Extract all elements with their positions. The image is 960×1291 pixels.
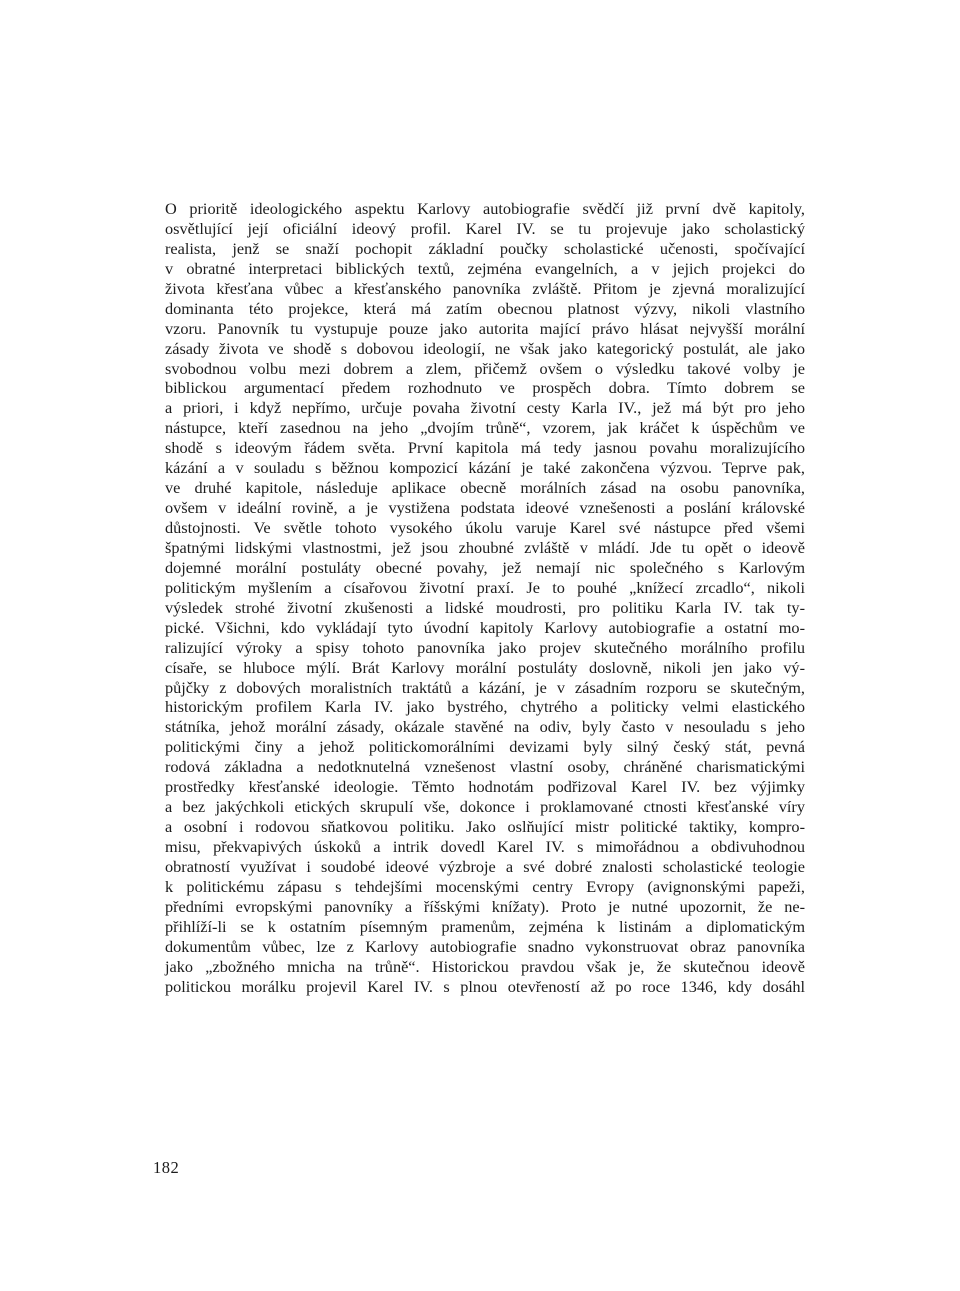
- text-line: a bez jakýchkoli etických skrupulí vše, dokonce i proklamované ctnosti křesťanské víry: [165, 797, 805, 817]
- text-line: přihlíží-li se k ostatním písemným pramenům, zejména k listinám a diplomatickým: [165, 916, 805, 936]
- text-line: státníka, jehož morální zásady, okázale stavěné na odiv, byly často v nesouladu s jeho: [165, 717, 805, 737]
- text-line: jako „zbožného mnicha na trůně“. Historickou pravdou však je, že skutečnou ideově: [165, 956, 805, 976]
- text-line: a priori, i když nepřímo, určuje povaha životní cesty Karla IV., jež má být pro jeho: [165, 398, 805, 418]
- text-line: misu, překvapivých úskoků a intrik dovedl Karel IV. s mimořádnou a obdivuhodnou: [165, 837, 805, 856]
- text-line: pické. Všichni, kdo vykládají tyto úvodní kapitoly Karlovy autobiografie a ostatní mo-: [165, 617, 805, 637]
- text-line: špatnými lidskými vlastnostmi, jež jsou zhoubné zvláště v mládí. Jde tu opět o ideově: [165, 537, 805, 557]
- text-line: k politickému zápasu s tehdejšími mocenskými centry Evropy (avignonskými papeži,: [165, 876, 805, 896]
- text-line: politickou morálku projevil Karel IV. s plnou otevřeností až po roce 1346, kdy dosáhl: [165, 976, 805, 996]
- text-line: dokumentům vůbec, lze z Karlovy autobiografie snadno vykonstruovat obraz panovníka: [165, 936, 805, 956]
- text-line: prostředky křesťanské ideologie. Těmto hodnotám podřizoval Karel IV. bez výjimky: [165, 777, 805, 797]
- text-line: politickými činy a jehož politickomorálními devizami byly silný český stát, pevná: [165, 737, 805, 757]
- body-text: [165, 199, 805, 997]
- text-line: dominanta této projekce, která má zatím obecnou platnost výzvy, nikoli vlastního: [165, 298, 805, 318]
- text-line: osvětlující její oficiální ideový profil. Karel IV. se tu projevuje jako scholastický: [165, 218, 805, 238]
- text-line: dojemné morální postuláty obecné povahy, jež nemají nic společného s Karlovým: [165, 557, 805, 577]
- text-line: O prioritě ideologického aspektu Karlovy autobiografie svědčí již první dvě kapitoly,: [165, 199, 805, 218]
- text-line: historickým profilem Karla IV. jako bystrého, chytrého a politicky velmi elastického: [165, 697, 805, 717]
- text-line: ovšem v ideální rovině, a je vystižena podstata ideové vznešenosti a poslání královské: [165, 498, 805, 518]
- text-line: ve druhé kapitole, následuje aplikace obecně morálních zásad na osobu panovníka,: [165, 478, 805, 498]
- text-line: půjčky z dobových moralistních traktátů a kázání, je v zásadním rozporu se skutečným,: [165, 677, 805, 697]
- text-line: v obratné interpretaci biblických textů, zejména evangelních, a v jejich projekci do: [165, 258, 805, 278]
- text-line: ralizující výroky a spisy tohoto panovníka jako projev skutečného morálního profilu: [165, 637, 805, 657]
- text-line: biblickou argumentací předem rozhodnuto ve prospěch dobra. Tímto dobrem se: [165, 378, 805, 398]
- text-line: výsledek strohé životní zkušenosti a lidské moudrosti, pro politiku Karla IV. tak ty-: [165, 597, 805, 617]
- text-line: realista, jenž se snaží pochopit základní poučky scholastické učenosti, spočívající: [165, 238, 805, 258]
- text-line: a osobní i rodovou sňatkovou politiku. Jako oslňující mistr politické taktiky, kompro-: [165, 817, 805, 837]
- text-line: vzoru. Panovník tu vystupuje pouze jako autorita mající právo hlásat nejvyšší morální: [165, 318, 805, 338]
- text-line: důstojnosti. Ve světle tohoto vysokého úkolu varuje Karel své nástupce před všemi: [165, 518, 805, 537]
- text-line: císaře, se hluboce mýlí. Brát Karlovy morální postuláty doslovně, nikoli jen jako vý-: [165, 657, 805, 677]
- text-line: kázání a v souladu s běžnou kompozicí kázání je také zakončena výzvou. Teprve pak,: [165, 458, 805, 478]
- text-line: zásady života ve shodě s dobovou ideologií, ne však jako kategorický postulát, ale jako: [165, 338, 805, 358]
- text-line: obratností využívat i soudobé ideové výzbroje a své dobré znalosti scholastické teologie: [165, 856, 805, 876]
- text-line: nástupce, kteří zasednou na jeho „dvojím trůně“, vzorem, jak kráčet k úspěchům ve: [165, 418, 805, 438]
- text-line: rodová základna a nedotknutelná vznešenost vlastní osoby, chráněné charismatickými: [165, 757, 805, 777]
- text-line: shodě s ideovým řádem světa. První kapitola má tedy jasnou povahu moralizujícího: [165, 438, 805, 458]
- text-line: předními evropskými panovníky a říšskými knížaty). Proto je nutné upozornit, že ne-: [165, 896, 805, 916]
- text-line: svobodnou volbu mezi dobrem a zlem, přičemž ovšem o výsledku takové volby je: [165, 358, 805, 378]
- text-line: politickým myšlením a císařovou životní praxí. Je to pouhé „knížecí zrcadlo“, nikoli: [165, 577, 805, 597]
- page-number: 182: [153, 1158, 180, 1177]
- text-line: života křesťana vůbec a křesťanského panovníka zvláště. Přitom je zjevná moralizující: [165, 278, 805, 298]
